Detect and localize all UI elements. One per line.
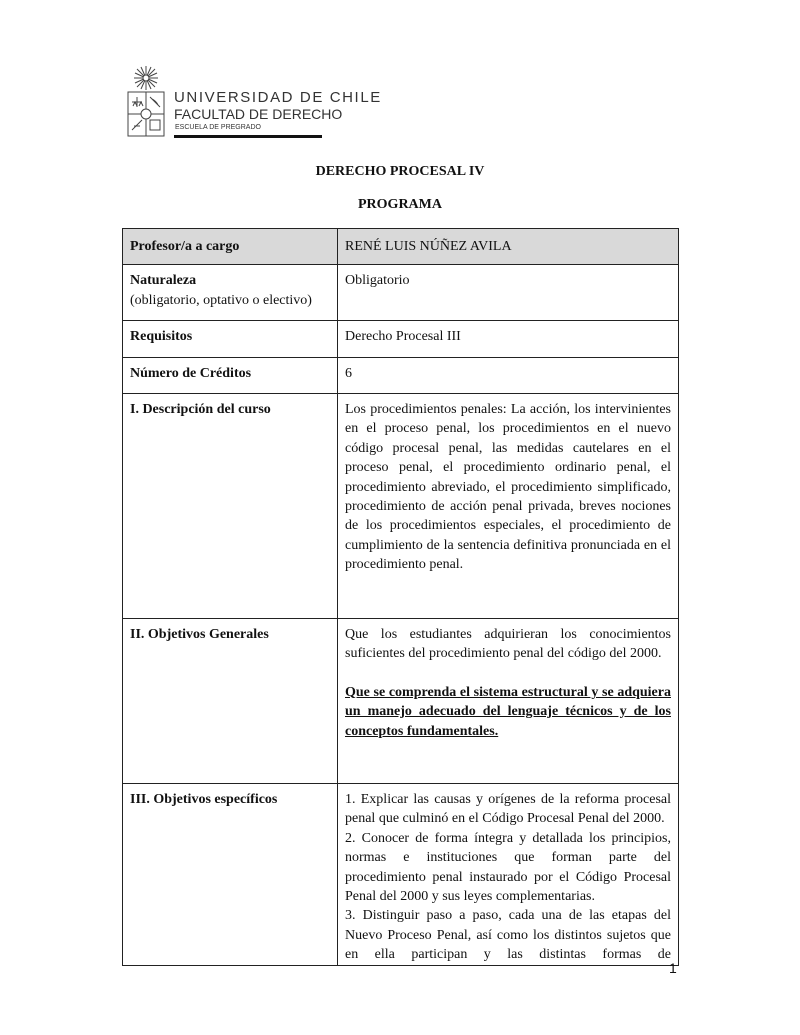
row-label: Requisitos (130, 329, 193, 345)
header-rule (174, 135, 322, 138)
row-value: Derecho Procesal III (345, 329, 461, 345)
table-row (123, 394, 679, 619)
program-table (122, 228, 679, 966)
row-label: II. Objetivos Generales (130, 627, 269, 643)
professor-name: RENÉ LUIS NÚÑEZ AVILA (345, 239, 512, 254)
row-label: Naturaleza (130, 273, 197, 289)
document-type: PROGRAMA (358, 197, 442, 212)
row-value: Obligatorio (345, 273, 410, 289)
row-sublabel: (obligatorio, optativo o electivo) (130, 292, 312, 308)
faculty-name: FACULTAD DE DERECHO (174, 106, 343, 122)
specific-objective: 3. Distinguir paso a paso, cada una de las etapas del Nuevo Proceso Penal, así como los distintos sujetos que en ella participan y las distintas formas de (345, 908, 671, 963)
university-name: UNIVERSIDAD DE CHILE (174, 89, 382, 106)
course-description: Los procedimientos penales: La acción, los intervinientes en el proceso penal, los procedimientos en el nuevo código procesal penal, las medidas cautelares en el proceso penal, el procedimiento ordinario penal, el procedimiento abreviado, el procedimiento simplificado, procedimiento de acción penal privada, breves nociones de los procedimientos especiales, el procedimiento de cumplimiento de la sentencia definitiva pronunciada en el procedimiento penal. (345, 402, 671, 573)
specific-objective: 1. Explicar las causas y orígenes de la reforma procesal penal que culminó en el Código Procesal Penal del 2000. (345, 792, 671, 827)
table-row (123, 357, 679, 393)
university-crest-logo (126, 64, 166, 138)
table-row (123, 229, 679, 265)
row-label: I. Descripción del curso (130, 402, 271, 418)
school-name: ESCUELA DE PREGRADO (175, 124, 261, 131)
row-label: Número de Créditos (130, 365, 252, 381)
table-row (123, 321, 679, 357)
specific-objective: 2. Conocer de forma íntegra y detallada los principios, normas e instituciones que forman parte del procedimiento penal instaurado por el Código Procesal Penal del 2000 y sus leyes complementarias. (345, 830, 671, 905)
row-value: 6 (345, 365, 352, 381)
general-objective: Que los estudiantes adquirieran los conocimientos suficientes del procedimiento penal del código del 2000. (345, 627, 671, 662)
row-label: III. Objetivos específicos (130, 792, 278, 808)
table-row (123, 619, 679, 784)
row-label: Profesor/a a cargo (130, 239, 240, 254)
table-row (123, 265, 679, 321)
general-objective-emphasis: Que se comprenda el sistema estructural y se adquiera un manejo adecuado del lenguaje técnicos y de los conceptos fundamentales. (345, 684, 671, 739)
page-number: 1 (669, 960, 677, 976)
table-row (123, 784, 679, 966)
course-title: DERECHO PROCESAL IV (315, 164, 485, 179)
